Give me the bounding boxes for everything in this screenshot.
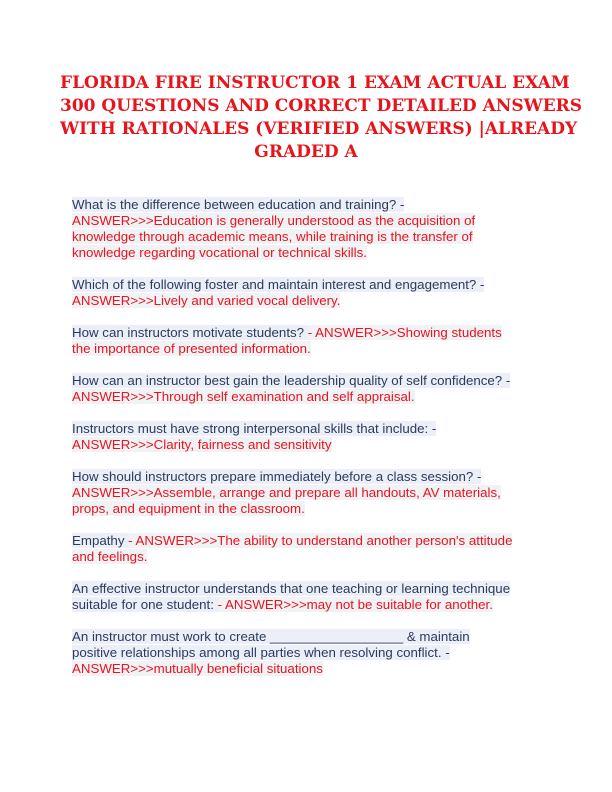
qa-line xyxy=(72,629,552,645)
qa-line xyxy=(72,533,552,549)
answer-text: - ANSWER>>>may not be suitable for another. xyxy=(217,597,493,612)
qa-item xyxy=(72,581,552,613)
question-text: What is the difference between education and training? - xyxy=(72,197,405,212)
qa-line xyxy=(72,421,552,437)
answer-text: ANSWER>>>Assemble, arrange and prepare all handouts, AV materials, xyxy=(72,485,501,500)
question-text: Empathy xyxy=(72,533,129,548)
qa-line xyxy=(72,229,552,245)
qa-line xyxy=(72,277,552,293)
question-text: An instructor must work to create __________________ & maintain xyxy=(72,629,470,644)
answer-text: props, and equipment in the classroom. xyxy=(72,501,305,516)
document-title xyxy=(60,72,583,164)
question-text: How should instructors prepare immediately before a class session? - xyxy=(72,469,482,484)
answer-text: - ANSWER>>>Showing students xyxy=(307,325,502,340)
answer-text: knowledge regarding vocational or technical skills. xyxy=(72,245,367,260)
qa-line xyxy=(72,469,552,485)
qa-item xyxy=(72,197,552,261)
answer-text: the importance of presented information. xyxy=(72,341,311,356)
qa-item xyxy=(72,373,552,405)
qa-line xyxy=(72,437,552,453)
answer-text: ANSWER>>>mutually beneficial situations xyxy=(72,661,323,676)
qa-item xyxy=(72,277,552,309)
qa-line xyxy=(72,485,552,501)
answer-text: - ANSWER>>>The ability to understand another person's attitude xyxy=(128,533,513,548)
qa-line xyxy=(72,581,552,597)
qa-item xyxy=(72,629,552,677)
qa-line xyxy=(72,389,552,405)
title-line: GRADED A xyxy=(254,142,358,162)
qa-line xyxy=(72,549,552,565)
question-answer-list xyxy=(72,197,552,693)
qa-item xyxy=(72,533,552,565)
question-text: positive relationships among all parties when resolving conflict. - xyxy=(72,645,450,660)
title-line: FLORIDA FIRE INSTRUCTOR 1 EXAM ACTUAL EXAM xyxy=(60,73,570,93)
qa-line xyxy=(72,293,552,309)
qa-line xyxy=(72,245,552,261)
answer-text: ANSWER>>>Clarity, fairness and sensitivity xyxy=(72,437,332,452)
answer-text: and feelings. xyxy=(72,549,148,564)
qa-item xyxy=(72,421,552,453)
title-line: 300 QUESTIONS AND CORRECT DETAILED ANSWERS xyxy=(60,96,583,116)
qa-line xyxy=(72,325,552,341)
question-text: suitable for one student: xyxy=(72,597,218,612)
qa-line xyxy=(72,197,552,213)
qa-line xyxy=(72,341,552,357)
answer-text: ANSWER>>>Through self examination and self appraisal. xyxy=(72,389,415,404)
question-text: How can an instructor best gain the leadership quality of self confidence? - xyxy=(72,373,511,388)
question-text: An effective instructor understands that one teaching or learning technique xyxy=(72,581,511,596)
qa-item xyxy=(72,325,552,357)
question-text: How can instructors motivate students? xyxy=(72,325,308,340)
qa-line xyxy=(72,213,552,229)
qa-line xyxy=(72,373,552,389)
question-text: Instructors must have strong interpersonal skills that include: - xyxy=(72,421,437,436)
qa-line xyxy=(72,597,552,613)
answer-text: knowledge through academic means, while training is the transfer of xyxy=(72,229,473,244)
answer-text: ANSWER>>>Lively and varied vocal delivery. xyxy=(72,293,341,308)
qa-line xyxy=(72,645,552,661)
qa-line xyxy=(72,661,552,677)
qa-line xyxy=(72,501,552,517)
answer-text: ANSWER>>>Education is generally understood as the acquisition of xyxy=(72,213,476,228)
qa-item xyxy=(72,469,552,517)
title-line: WITH RATIONALES (VERIFIED ANSWERS) |ALREADY xyxy=(60,119,578,139)
question-text: Which of the following foster and maintain interest and engagement? - xyxy=(72,277,485,292)
